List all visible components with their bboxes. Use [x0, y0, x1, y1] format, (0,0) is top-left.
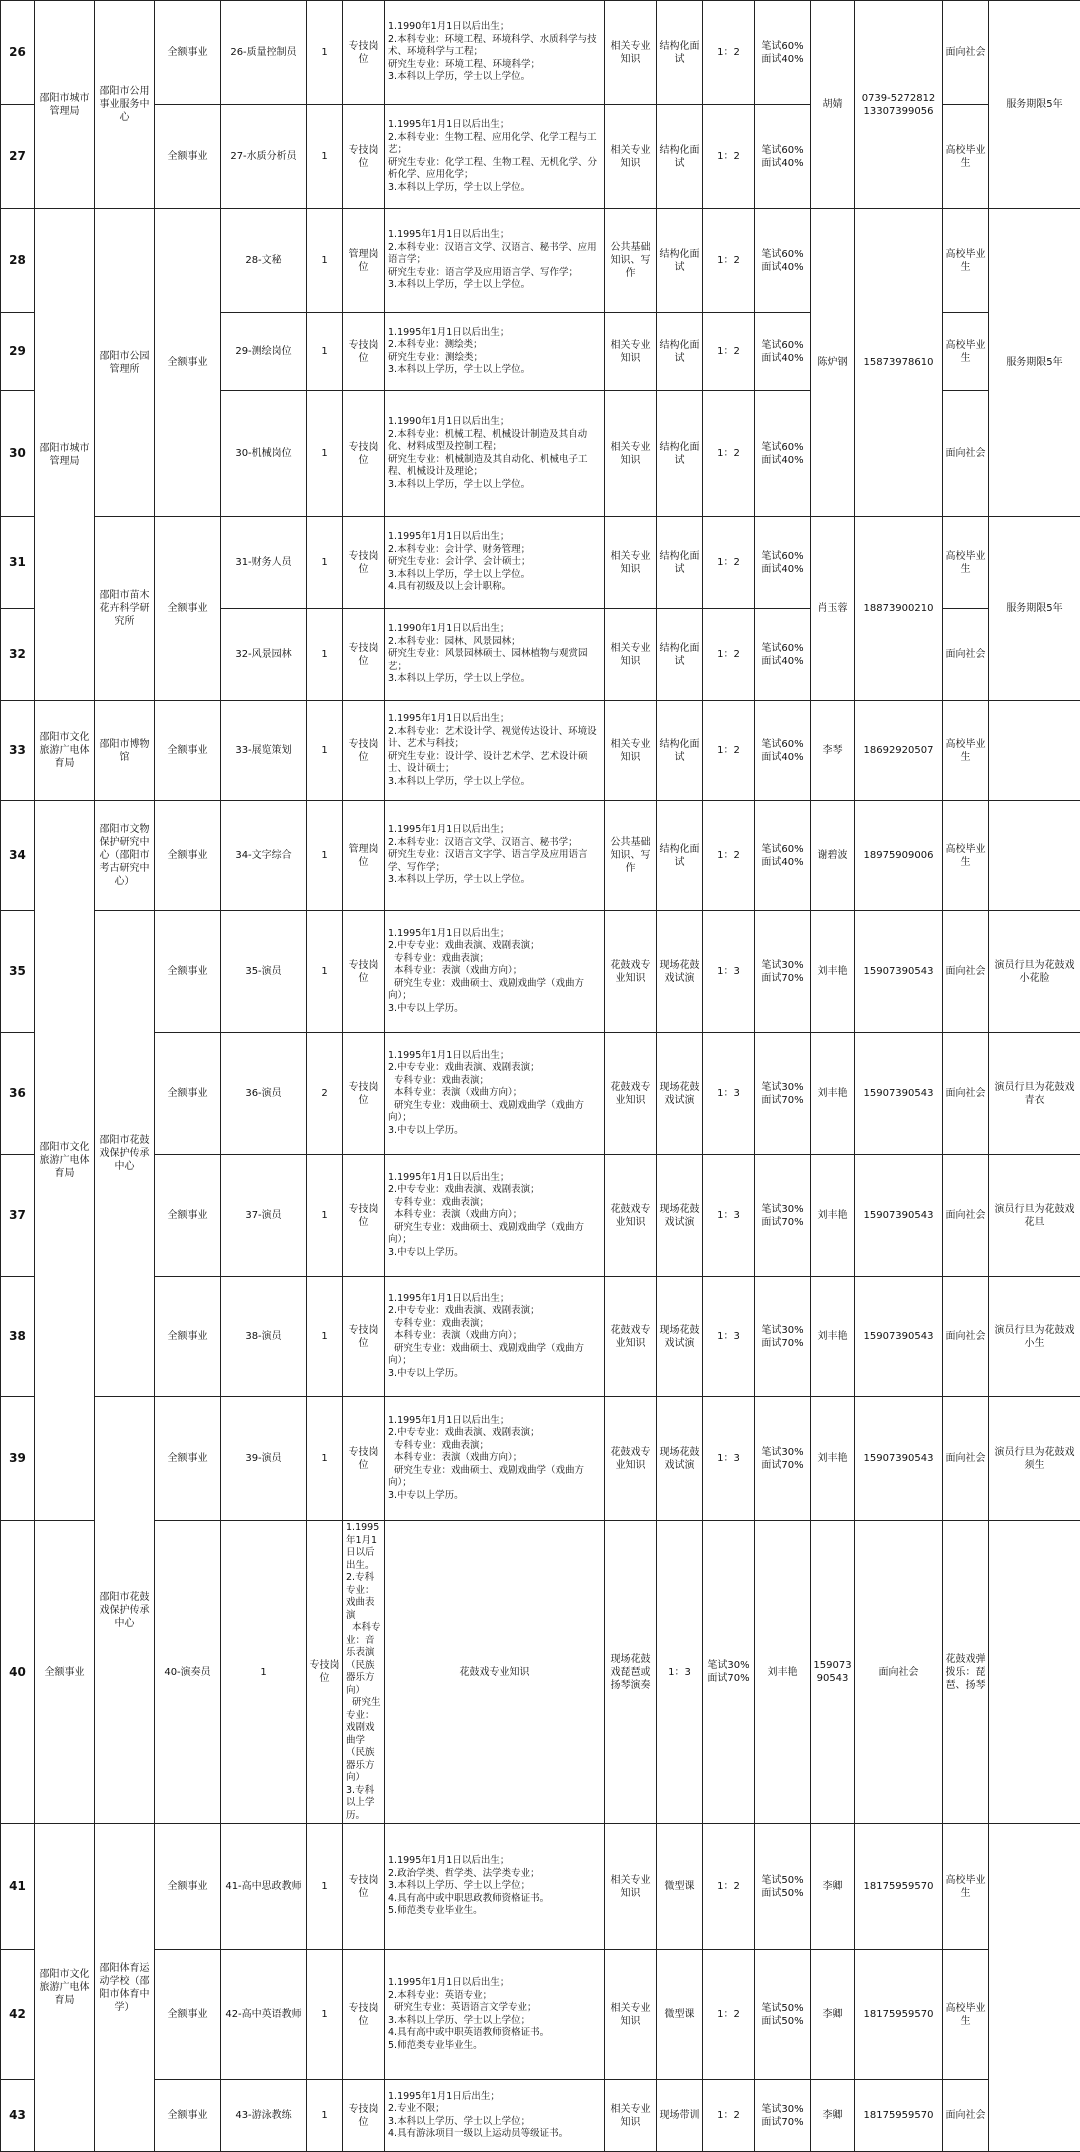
post-category-cell: 专技岗位: [343, 105, 385, 209]
note-cell: 演员行旦为花鼓戏青衣: [989, 1033, 1080, 1155]
table-row: [1, 1824, 1080, 1950]
phone-cell: 15907390543: [855, 1155, 943, 1277]
scope-cell: 面向社会: [943, 609, 989, 701]
ratio-cell: 1：2: [703, 2080, 755, 2152]
exam-subject-cell: 花鼓戏专业知识: [385, 1521, 605, 1824]
count-cell: 1: [307, 701, 343, 801]
row-number: 26: [1, 1, 35, 105]
ratio-cell: 1：2: [703, 609, 755, 701]
note-cell: [989, 801, 1080, 911]
post-category-cell: 专技岗位: [343, 1277, 385, 1397]
phone-cell: 15907390543: [855, 1397, 943, 1521]
exam-subject-cell: 公共基础知识、写作: [605, 209, 657, 313]
note-cell: 演员行旦为花鼓戏小生: [989, 1277, 1080, 1397]
post-name-cell: 38-演员: [221, 1277, 307, 1397]
scope-cell: 高校毕业生: [943, 105, 989, 209]
scope-cell: 面向社会: [943, 1033, 989, 1155]
post-category-cell: 专技岗位: [343, 313, 385, 391]
requirements-cell: 1.1995年1月1日以后出生； 2.本科专业：生物工程、应用化学、化学工程与工艺； 研究生专业：化学工程、生物工程、无机化学、分析化学、应用化学； 3.本科以上学历，学士以上学位。: [385, 105, 605, 209]
exam-subject-cell: 相关专业知识: [605, 1824, 657, 1950]
score-weight-cell: 笔试60%面试40%: [755, 105, 811, 209]
interview-form-cell: 结构化面试: [657, 209, 703, 313]
interview-form-cell: 现场花鼓戏试演: [657, 1277, 703, 1397]
row-number: 29: [1, 313, 35, 391]
scope-cell: 高校毕业生: [943, 1824, 989, 1950]
count-cell: 1: [307, 911, 343, 1033]
requirements-cell: 1.1995年1月1日以后出生； 2.本科专业：汉语言文学、汉语言、秘书学、应用语言学； 研究生专业：语言学及应用语言学、写作学； 3.本科以上学历，学士以上学位。: [385, 209, 605, 313]
note-cell: 花鼓戏弹拨乐：琵琶、扬琴: [943, 1521, 989, 1824]
exam-subject-cell: 相关专业知识: [605, 609, 657, 701]
exam-subject-cell: 相关专业知识: [605, 1, 657, 105]
table-row: [1, 2080, 1080, 2152]
row-number: 33: [1, 701, 35, 801]
post-category-cell: 专技岗位: [307, 1521, 343, 1824]
unit-cell: 邵阳市文物保护研究中心（邵阳市考古研究中心）: [95, 801, 155, 911]
contact-cell: 李卿: [811, 2080, 855, 2152]
row-number: 34: [1, 801, 35, 911]
score-weight-cell: 笔试50%面试50%: [755, 1950, 811, 2080]
exam-subject-cell: 花鼓戏专业知识: [605, 1397, 657, 1521]
unit-cell: 邵阳市博物馆: [95, 701, 155, 801]
phone-cell: 18175959570: [855, 2080, 943, 2152]
requirements-cell: 1.1995年1月1日以后出生； 2.中专专业：戏曲表演、戏剧表演； 专科专业：戏曲表演； 本科专业：表演（戏曲方向）； 研究生专业：戏曲硕士、戏剧戏曲学（戏曲方向）； 3.中专以上学历。: [385, 911, 605, 1033]
post-name-cell: 26-质量控制员: [221, 1, 307, 105]
ratio-cell: 1：3: [703, 911, 755, 1033]
interview-form-cell: 结构化面试: [657, 609, 703, 701]
post-name-cell: 31-财务人员: [221, 517, 307, 609]
count-cell: 1: [307, 609, 343, 701]
department-cell: 邵阳市文化旅游广电体育局: [35, 701, 95, 801]
unit-type-cell: 全额事业: [155, 105, 221, 209]
post-name-cell: 32-风景园林: [221, 609, 307, 701]
post-name-cell: 35-演员: [221, 911, 307, 1033]
requirements-cell: 1.1995年1月1日以后出生； 2.中专专业：戏曲表演、戏剧表演； 专科专业：戏曲表演； 本科专业：表演（戏曲方向）； 研究生专业：戏曲硕士、戏剧戏曲学（戏曲方向）； 3.中专以上学历。: [385, 1033, 605, 1155]
requirements-cell: 1.1995年1月1日以后出生； 2.政治学类、哲学类、法学类专业； 3.本科以上学历、学士以上学位； 4.具有高中或中职思政教师资格证书。 5.师范类专业毕业生。: [385, 1824, 605, 1950]
row-number: 35: [1, 911, 35, 1033]
phone-cell: 15907390543: [811, 1521, 855, 1824]
requirements-cell: 1.1995年1月1日以后出生； 2.本科专业：艺术设计学、视觉传达设计、环境设计、艺术与科技； 研究生专业：设计学、设计艺术学、艺术设计硕士、设计硕士； 3.本科以上学历，学士以上学位。: [385, 701, 605, 801]
scope-cell: 高校毕业生: [943, 209, 989, 313]
requirements-cell: 1.1990年1月1日以后出生； 2.本科专业：环境工程、环境科学、水质科学与技术、环境科学与工程； 研究生专业：环境工程、环境科学； 3.本科以上学历，学士以上学位。: [385, 1, 605, 105]
post-category-cell: 专技岗位: [343, 1824, 385, 1950]
interview-form-cell: 现场带训: [657, 2080, 703, 2152]
ratio-cell: 1：2: [703, 313, 755, 391]
score-weight-cell: 笔试60%面试40%: [755, 609, 811, 701]
requirements-cell: 1.1995年1月1日以后出生； 2.本科专业：会计学、财务管理； 研究生专业：会计学、会计硕士； 3.本科以上学历，学士以上学位。 4.具有初级及以上会计职称。: [385, 517, 605, 609]
phone-cell: 18175959570: [855, 1824, 943, 1950]
unit-type-cell: 全额事业: [155, 517, 221, 701]
row-number: 36: [1, 1033, 35, 1155]
score-weight-cell: 笔试30%面试70%: [755, 1397, 811, 1521]
note-cell: 演员行旦为花鼓戏小花脸: [989, 911, 1080, 1033]
requirements-cell: 1.1990年1月1日以后出生； 2.本科专业：机械工程、机械设计制造及其自动化、材料成型及控制工程； 研究生专业：机械制造及其自动化、机械电子工程、机械设计及理论； 3.本科以上学历，学士以上学位。: [385, 391, 605, 517]
contact-cell: 李琴: [811, 701, 855, 801]
interview-form-cell: 微型课: [657, 1824, 703, 1950]
unit-type-cell: 全额事业: [155, 1824, 221, 1950]
scope-cell: 高校毕业生: [943, 517, 989, 609]
note-cell: 服务期限5年: [989, 209, 1080, 517]
score-weight-cell: 笔试60%面试40%: [755, 701, 811, 801]
post-name-cell: 40-演奏员: [155, 1521, 221, 1824]
table-row: [1, 1155, 1080, 1277]
unit-type-cell: 全额事业: [155, 801, 221, 911]
interview-form-cell: 现场花鼓戏试演: [657, 911, 703, 1033]
post-category-cell: 专技岗位: [343, 1950, 385, 2080]
scope-cell: 面向社会: [943, 391, 989, 517]
unit-type-cell: 全额事业: [155, 911, 221, 1033]
unit-type-cell: 全额事业: [155, 1155, 221, 1277]
row-number: 42: [1, 1950, 35, 2080]
row-number: 27: [1, 105, 35, 209]
table-row: [1, 1033, 1080, 1155]
score-weight-cell: 笔试30%面试70%: [703, 1521, 755, 1824]
table-row: [1, 801, 1080, 911]
unit-type-cell: 全额事业: [155, 1950, 221, 2080]
count-cell: 1: [307, 313, 343, 391]
note-cell: 演员行旦为花鼓戏须生: [989, 1397, 1080, 1521]
table-row: [1, 517, 1080, 609]
ratio-cell: 1：3: [703, 1033, 755, 1155]
scope-cell: 面向社会: [943, 1277, 989, 1397]
score-weight-cell: 笔试30%面试70%: [755, 2080, 811, 2152]
row-number: 37: [1, 1155, 35, 1277]
phone-cell: 15907390543: [855, 1277, 943, 1397]
scope-cell: 面向社会: [943, 1155, 989, 1277]
post-category-cell: 专技岗位: [343, 1033, 385, 1155]
unit-type-cell: 全额事业: [155, 1033, 221, 1155]
phone-cell: 18692920507: [855, 701, 943, 801]
ratio-cell: 1：2: [703, 517, 755, 609]
requirements-cell: 1.1995年1月1日以后出生； 2.本科专业：汉语言文学、汉语言、秘书学； 研究生专业：汉语言文字学、语言学及应用语言学、写作学； 3.本科以上学历，学士以上学位。: [385, 801, 605, 911]
contact-cell: 陈炉钢: [811, 209, 855, 517]
note-cell: 服务期限5年: [989, 1, 1080, 209]
interview-form-cell: 现场花鼓戏试演: [657, 1155, 703, 1277]
interview-form-cell: 结构化面试: [657, 517, 703, 609]
post-category-cell: 管理岗位: [343, 209, 385, 313]
count-cell: 1: [307, 801, 343, 911]
count-cell: 1: [307, 1, 343, 105]
post-name-cell: 29-测绘岗位: [221, 313, 307, 391]
phone-cell: 18175959570: [855, 1950, 943, 2080]
scope-cell: 高校毕业生: [943, 701, 989, 801]
unit-type-cell: 全额事业: [155, 2080, 221, 2152]
phone-cell: 18873900210: [855, 517, 943, 701]
post-name-cell: 33-展览策划: [221, 701, 307, 801]
exam-subject-cell: 相关专业知识: [605, 701, 657, 801]
scope-cell: 高校毕业生: [943, 1950, 989, 2080]
score-weight-cell: 笔试60%面试40%: [755, 209, 811, 313]
requirements-cell: 1.1995年1月1日以后出生； 2.中专专业：戏曲表演、戏剧表演； 专科专业：戏曲表演； 本科专业：表演（戏曲方向）； 研究生专业：戏曲硕士、戏剧戏曲学（戏曲方向）； 3.中专以上学历。: [385, 1397, 605, 1521]
row-number: 30: [1, 391, 35, 517]
post-name-cell: 39-演员: [221, 1397, 307, 1521]
score-weight-cell: 笔试60%面试40%: [755, 391, 811, 517]
score-weight-cell: 笔试60%面试40%: [755, 517, 811, 609]
row-number: 43: [1, 2080, 35, 2152]
department-cell: 邵阳市文化旅游广电体育局: [35, 801, 95, 1521]
interview-form-cell: 现场花鼓戏试演: [657, 1397, 703, 1521]
post-category-cell: 专技岗位: [343, 1397, 385, 1521]
table-row: [1, 1950, 1080, 2080]
post-name-cell: 28-文秘: [221, 209, 307, 313]
requirements-cell: 1.1990年1月1日以后出生； 2.本科专业：园林、风景园林； 研究生专业：风景园林硕士、园林植物与观赏园艺； 3.本科以上学历，学士以上学位。: [385, 609, 605, 701]
row-number: 28: [1, 209, 35, 313]
ratio-cell: 1：2: [703, 209, 755, 313]
scope-cell: 面向社会: [943, 1397, 989, 1521]
unit-cell: 邵阳市花鼓戏保护传承中心: [95, 911, 155, 1397]
interview-form-cell: 结构化面试: [657, 801, 703, 911]
ratio-cell: 1：2: [703, 1, 755, 105]
ratio-cell: 1：2: [703, 701, 755, 801]
count-cell: 1: [307, 517, 343, 609]
row-number: 41: [1, 1824, 35, 1950]
post-category-cell: 专技岗位: [343, 1155, 385, 1277]
interview-form-cell: 结构化面试: [657, 701, 703, 801]
requirements-cell: 1.1995年1月1日以后出生。 2.专科专业：戏曲表演 本科专业：音乐表演（民族器乐方向） 研究生专业：戏剧戏曲学（民族器乐方向） 3.专科以上学历。: [343, 1521, 385, 1824]
score-weight-cell: 笔试30%面试70%: [755, 1155, 811, 1277]
unit-type-cell: 全额事业: [155, 209, 221, 517]
unit-type-cell: 全额事业: [155, 1397, 221, 1521]
contact-cell: 李卿: [811, 1824, 855, 1950]
interview-form-cell: 现场花鼓戏试演: [657, 1033, 703, 1155]
interview-form-cell: 现场花鼓戏琵琶或扬琴演奏: [605, 1521, 657, 1824]
exam-subject-cell: 花鼓戏专业知识: [605, 1277, 657, 1397]
scope-cell: 面向社会: [943, 1, 989, 105]
scope-cell: 高校毕业生: [943, 801, 989, 911]
row-number: 38: [1, 1277, 35, 1397]
count-cell: 1: [307, 1277, 343, 1397]
exam-subject-cell: 相关专业知识: [605, 2080, 657, 2152]
post-category-cell: 专技岗位: [343, 517, 385, 609]
score-weight-cell: 笔试30%面试70%: [755, 911, 811, 1033]
row-number: 39: [1, 1397, 35, 1521]
interview-form-cell: 结构化面试: [657, 391, 703, 517]
post-name-cell: 36-演员: [221, 1033, 307, 1155]
ratio-cell: 1：3: [703, 1155, 755, 1277]
count-cell: 1: [307, 209, 343, 313]
score-weight-cell: 笔试30%面试70%: [755, 1277, 811, 1397]
exam-subject-cell: 花鼓戏专业知识: [605, 1033, 657, 1155]
phone-cell: 15907390543: [855, 911, 943, 1033]
count-cell: 1: [307, 105, 343, 209]
score-weight-cell: 笔试60%面试40%: [755, 1, 811, 105]
phone-cell: 15873978610: [855, 209, 943, 517]
post-category-cell: 专技岗位: [343, 609, 385, 701]
post-name-cell: 30-机械岗位: [221, 391, 307, 517]
table-row: [1, 701, 1080, 801]
exam-subject-cell: 相关专业知识: [605, 517, 657, 609]
score-weight-cell: 笔试30%面试70%: [755, 1033, 811, 1155]
post-category-cell: 专技岗位: [343, 391, 385, 517]
scope-cell: 高校毕业生: [943, 313, 989, 391]
interview-form-cell: 结构化面试: [657, 105, 703, 209]
post-name-cell: 42-高中英语教师: [221, 1950, 307, 2080]
row-number: 32: [1, 609, 35, 701]
phone-cell: 18975909006: [855, 801, 943, 911]
exam-subject-cell: 相关专业知识: [605, 313, 657, 391]
unit-cell: 邵阳市花鼓戏保护传承中心: [95, 1397, 155, 1824]
interview-form-cell: 微型课: [657, 1950, 703, 2080]
exam-subject-cell: 相关专业知识: [605, 1950, 657, 2080]
row-number: 40: [1, 1521, 35, 1824]
note-cell: 服务期限5年: [989, 517, 1080, 701]
note-cell: [989, 701, 1080, 801]
interview-form-cell: 结构化面试: [657, 313, 703, 391]
post-name-cell: 27-水质分析员: [221, 105, 307, 209]
table-row: [1, 911, 1080, 1033]
unit-cell: 邵阳体育运动学校（邵阳市体育中学）: [95, 1824, 155, 2152]
table-row: [1, 1, 1080, 105]
contact-cell: 刘丰艳: [811, 1033, 855, 1155]
requirements-cell: 1.1995年1月1日以后出生； 2.中专专业：戏曲表演、戏剧表演； 专科专业：戏曲表演； 本科专业：表演（戏曲方向）； 研究生专业：戏曲硕士、戏剧戏曲学（戏曲方向）； 3.中专以上学历。: [385, 1277, 605, 1397]
count-cell: 1: [307, 1950, 343, 2080]
table-row: [1, 1521, 1080, 1824]
post-category-cell: 专技岗位: [343, 2080, 385, 2152]
post-name-cell: 41-高中思政教师: [221, 1824, 307, 1950]
contact-cell: 刘丰艳: [811, 911, 855, 1033]
requirements-cell: 1.1995年1月1日以后出生； 2.本科专业：英语专业； 研究生专业：英语语言文学专业； 3.本科以上学历、学士以上学位； 4.具有高中或中职英语教师资格证书。 5.师范类专业毕业生。: [385, 1950, 605, 2080]
department-cell: 邵阳市城市管理局: [35, 1, 95, 209]
phone-cell: 15907390543: [855, 1033, 943, 1155]
post-category-cell: 专技岗位: [343, 1, 385, 105]
exam-subject-cell: 花鼓戏专业知识: [605, 1155, 657, 1277]
post-name-cell: 43-游泳教练: [221, 2080, 307, 2152]
exam-subject-cell: 相关专业知识: [605, 391, 657, 517]
table-row: [1, 1277, 1080, 1397]
unit-cell: 邵阳市苗木花卉科学研究所: [95, 517, 155, 701]
contact-cell: 刘丰艳: [811, 1155, 855, 1277]
contact-cell: 刘丰艳: [811, 1397, 855, 1521]
unit-type-cell: 全额事业: [155, 701, 221, 801]
scope-cell: 面向社会: [855, 1521, 943, 1824]
contact-cell: 肖玉蓉: [811, 517, 855, 701]
unit-type-cell: 全额事业: [155, 1277, 221, 1397]
exam-subject-cell: 花鼓戏专业知识: [605, 911, 657, 1033]
requirements-cell: 1.1995年1月1日以后出生； 2.中专专业：戏曲表演、戏剧表演； 专科专业：戏曲表演； 本科专业：表演（戏曲方向）； 研究生专业：戏曲硕士、戏剧戏曲学（戏曲方向）； 3.中专以上学历。: [385, 1155, 605, 1277]
contact-cell: 谢碧波: [811, 801, 855, 911]
ratio-cell: 1：2: [703, 1824, 755, 1950]
requirements-cell: 1.1995年1月1日以后出生； 2.本科专业：测绘类； 研究生专业：测绘类； 3.本科以上学历，学士以上学位。: [385, 313, 605, 391]
contact-cell: 刘丰艳: [755, 1521, 811, 1824]
post-category-cell: 管理岗位: [343, 801, 385, 911]
note-cell: 演员行旦为花鼓戏花旦: [989, 1155, 1080, 1277]
scope-cell: 面向社会: [943, 2080, 989, 2152]
unit-type-cell: 全额事业: [35, 1521, 95, 1824]
count-cell: 1: [307, 1155, 343, 1277]
unit-cell: 邵阳市公用事业服务中心: [95, 1, 155, 209]
note-cell: [989, 1824, 1080, 2152]
table-row: [1, 1397, 1080, 1521]
contact-cell: 李卿: [811, 1950, 855, 2080]
row-number: 31: [1, 517, 35, 609]
ratio-cell: 1：3: [657, 1521, 703, 1824]
score-weight-cell: 笔试60%面试40%: [755, 313, 811, 391]
ratio-cell: 1：2: [703, 1950, 755, 2080]
count-cell: 1: [307, 391, 343, 517]
score-weight-cell: 笔试60%面试40%: [755, 801, 811, 911]
count-cell: 1: [221, 1521, 307, 1824]
requirements-cell: 1.1995年1月1日后出生； 2.专业不限； 3.本科以上学历、学士以上学位； 4.具有游泳项目一级以上运动员等级证书。: [385, 2080, 605, 2152]
scope-cell: 面向社会: [943, 911, 989, 1033]
contact-cell: 刘丰艳: [811, 1277, 855, 1397]
exam-subject-cell: 公共基础知识、写作: [605, 801, 657, 911]
unit-type-cell: 全额事业: [155, 1, 221, 105]
post-name-cell: 34-文字综合: [221, 801, 307, 911]
contact-cell: 胡婧: [811, 1, 855, 209]
ratio-cell: 1：3: [703, 1397, 755, 1521]
post-name-cell: 37-演员: [221, 1155, 307, 1277]
unit-cell: 邵阳市公园管理所: [95, 209, 155, 517]
score-weight-cell: 笔试50%面试50%: [755, 1824, 811, 1950]
count-cell: 1: [307, 2080, 343, 2152]
ratio-cell: 1：2: [703, 801, 755, 911]
ratio-cell: 1：2: [703, 391, 755, 517]
exam-subject-cell: 相关专业知识: [605, 105, 657, 209]
count-cell: 2: [307, 1033, 343, 1155]
count-cell: 1: [307, 1397, 343, 1521]
interview-form-cell: 结构化面试: [657, 1, 703, 105]
table-row: [1, 209, 1080, 313]
phone-cell: 0739-5272812 13307399056: [855, 1, 943, 209]
post-category-cell: 专技岗位: [343, 701, 385, 801]
post-category-cell: 专技岗位: [343, 911, 385, 1033]
department-cell: 邵阳市文化旅游广电体育局: [35, 1824, 95, 2152]
ratio-cell: 1：2: [703, 105, 755, 209]
department-cell: 邵阳市城市管理局: [35, 209, 95, 701]
ratio-cell: 1：3: [703, 1277, 755, 1397]
count-cell: 1: [307, 1824, 343, 1950]
